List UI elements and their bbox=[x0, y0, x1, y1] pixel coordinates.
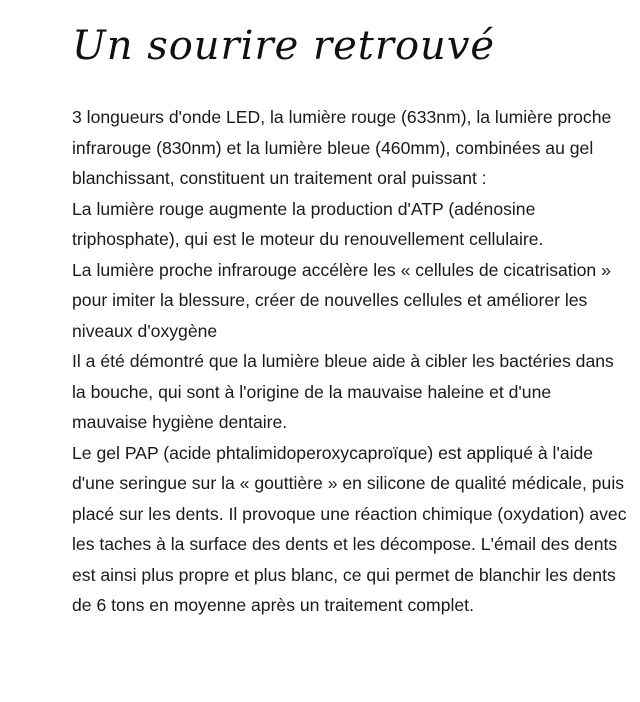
article bbox=[72, 18, 628, 621]
paragraph-blue-light: Il a été démontré que la lumière bleue aide à cibler les bactéries dans la bouche, qui sont à l'origine de la mauvaise haleine et d'une mauvaise hygiène dentaire. bbox=[72, 351, 614, 432]
article-title: Un sourire retrouvé bbox=[72, 23, 496, 69]
article-body bbox=[72, 102, 628, 621]
paragraph-near-infrared-light: La lumière proche infrarouge accélère les « cellules de cicatrisation » pour imiter la blessure, créer de nouvelles cellules et améliorer les niveaux d'oxygène bbox=[72, 259, 611, 341]
paragraph-pap-gel: Le gel PAP (acide phtalimidoperoxycaproïque) est appliqué à l'aide d'une seringue sur la « gouttière » en silicone de qualité médicale, puis placé sur les dents. Il provoque une réaction chimique (oxydation) avec les taches à la surface des dents et les décompose. L'émail des dents est ainsi plus propre et plus blanc, ce qui permet de blanchir les dents de 6 tons en moyenne après un traitement complet. bbox=[72, 442, 627, 615]
paragraph-red-light: La lumière rouge augmente la production d'ATP (adénosine triphosphate), qui est le moteur du renouvellement cellulaire. bbox=[72, 198, 544, 249]
paragraph-led-wavelengths: 3 longueurs d'onde LED, la lumière rouge (633nm), la lumière proche infrarouge (830nm) et la lumière bleue (460mm), combinées au gel blanchissant, constituent un traitement oral puissant : bbox=[72, 107, 612, 188]
